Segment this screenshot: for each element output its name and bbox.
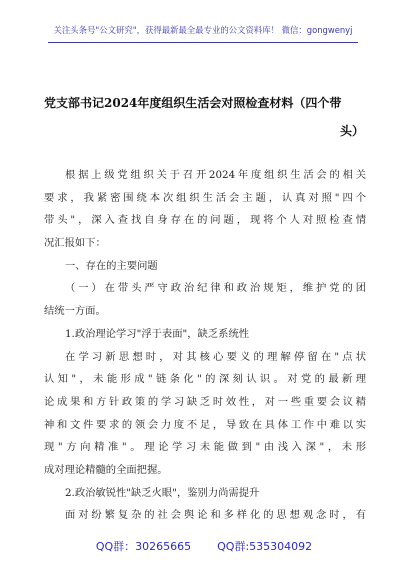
document-body: [44, 164, 366, 527]
footer-contact: [0, 538, 408, 554]
body-line: 面对纷繁复杂的社会舆论和多样化的思想观念时，有: [65, 509, 366, 522]
body-line: 神和文件要求的领会力度不足，导致在具体工作中难以实: [44, 418, 366, 431]
subsection-heading: （一）在带头严守政治纪律和政治规矩，维护党的团: [65, 282, 366, 295]
item-heading: 2.政治敏锐性"缺乏火眼"，鉴别力尚需提升: [65, 486, 260, 499]
body-line: 在学习新思想时，对其核心要义的理解停留在"点状: [65, 350, 366, 363]
footer-qq-group-1: QQ群：30265665: [95, 540, 192, 553]
section-heading: 一、存在的主要问题: [65, 259, 158, 272]
footer-qq-group-2: QQ群:535304092: [217, 540, 313, 553]
body-line: 况汇报如下：: [44, 237, 106, 250]
body-line: 要求，我紧密围绕本次组织生活会主题，认真对照"四个: [44, 191, 366, 204]
body-line: 带头"，深入查找自身存在的问题，现将个人对照检查情: [44, 214, 366, 227]
body-line: 结统一方面。: [44, 305, 106, 318]
body-line: 根据上级党组织关于召开2024年度组织生活会的相关: [65, 169, 366, 181]
body-line: 认知"，未能形成"链条化"的深刻认识。对党的最新理: [44, 373, 366, 386]
header-banner: [48, 22, 358, 43]
document-title-line-1: 党支部书记2024年度组织生活会对照检查材料（四个带: [44, 96, 342, 110]
body-line: 论成果和方针政策的学习缺乏时效性，对一些重要会议精: [44, 395, 366, 408]
item-heading: 1.政治理论学习"浮于表面"，缺乏系统性: [65, 327, 250, 340]
body-line: 现"方向精准"。理论学习未能做到"由浅入深"，未形: [44, 441, 366, 454]
header-promo-text: 关注头条号"公文研究"，获得最新最全最专业的公文资料库！ 微信：gongwenyj: [53, 25, 353, 35]
document-title-line-2: 头）: [339, 124, 364, 138]
body-line: 成对理论精髓的全面把握。: [44, 463, 168, 476]
